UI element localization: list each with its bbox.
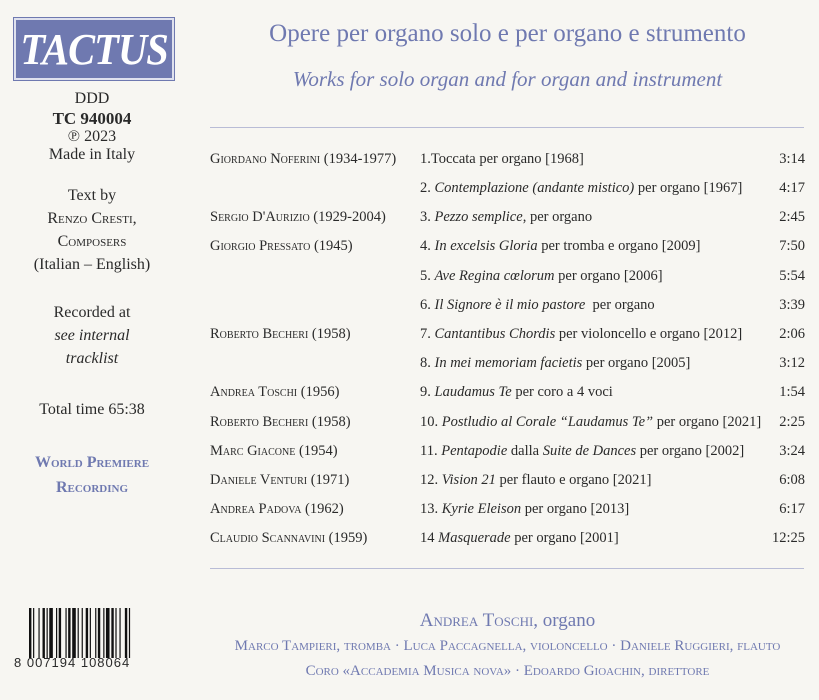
track-num: 2. (420, 180, 435, 196)
album-title-english: Works for solo organ and for organ and instrument (292, 67, 723, 91)
track-num: 4. (420, 238, 435, 254)
track-rest: per organo [1967] (634, 180, 743, 196)
track-duration: 3:12 (779, 355, 805, 371)
performers-line-2: Marco Tampieri, tromba · Luca Paccagnella, violoncello · Daniele Ruggieri, flauto (234, 638, 781, 654)
track-row (210, 326, 805, 348)
track-rest: per organo [2013] (521, 501, 630, 517)
track-composer: Giorgio Pressato (1945) (210, 238, 353, 254)
track-row (210, 530, 805, 552)
track-row (210, 384, 805, 406)
track-rest: per tromba e organo [2009] (537, 238, 701, 254)
track-work (420, 238, 700, 255)
track-title: Masquerade (438, 530, 511, 546)
track-work (420, 443, 744, 460)
track-row (210, 238, 805, 260)
track-duration: 3:24 (779, 443, 805, 459)
track-title: Toccata (430, 151, 476, 167)
track-num: 3. (420, 209, 435, 225)
track-num: 14 (420, 530, 439, 546)
track-composer: Andrea Toschi (1956) (210, 384, 340, 400)
track-rest: per coro a 4 voci (511, 384, 613, 400)
main-performer-name: Andrea Toschi (419, 610, 534, 631)
format-label: DDD (74, 90, 110, 107)
main-performer-role: , organo (533, 610, 596, 631)
track-title: In excelsis Gloria (434, 238, 538, 254)
track-title: Cantantibus Chordis (434, 326, 556, 342)
track-work (420, 414, 761, 431)
track-duration: 4:17 (779, 180, 805, 196)
track-title: Kyrie Eleison (441, 501, 522, 517)
track-num: 5. (420, 268, 435, 284)
track-composer: Roberto Becheri (1958) (210, 414, 351, 430)
track-title: In mei memoriam facietis (434, 355, 583, 371)
track-rest: per flauto e organo [2021] (495, 472, 652, 488)
premiere-line-1: World Premiere (34, 454, 150, 471)
track-num: 6. (420, 297, 435, 313)
track-duration: 2:45 (779, 209, 805, 225)
track-rest: per organo [2021] (653, 414, 762, 430)
track-work (420, 297, 655, 314)
track-row (210, 472, 805, 494)
total-time: Total time 65:38 (39, 401, 145, 418)
track-title: Laudamus Te (434, 384, 512, 400)
track-duration: 2:06 (779, 326, 805, 342)
track-composer: Daniele Venturi (1971) (210, 472, 350, 488)
track-num: 13. (420, 501, 442, 517)
text-by-label: Text by (67, 187, 117, 204)
track-title: Postludio al Corale “Laudamus Te” (441, 414, 654, 430)
track-row (210, 297, 805, 319)
divider-bottom (210, 568, 804, 569)
track-num: 7. (420, 326, 435, 342)
track-title: Il Signore è il mio pastore (434, 297, 586, 313)
recorded-location-2: tracklist (65, 350, 119, 367)
text-languages: (Italian – English) (33, 256, 151, 273)
track-duration: 6:08 (779, 472, 805, 488)
track-composer: Roberto Becheri (1958) (210, 326, 351, 342)
track-work (420, 472, 651, 489)
track-title: Pezzo semplice (434, 209, 523, 225)
barcode-digits: 8 007194 108064 (14, 655, 131, 670)
track-composer: Giordano Noferini (1934-1977) (210, 151, 397, 167)
track-duration: 12:25 (771, 530, 805, 546)
track-rest: dalla (507, 443, 543, 459)
track-work (420, 355, 690, 372)
copyright-year: ℗ 2023 (67, 128, 117, 145)
track-row (210, 355, 805, 377)
track-rest: per organo [2006] (554, 268, 663, 284)
track-row (210, 268, 805, 290)
track-duration: 6:17 (779, 501, 805, 517)
track-num: 12. (420, 472, 442, 488)
track-work (420, 530, 619, 547)
track-rest2: per organo [2002] (636, 443, 745, 459)
divider-top (210, 127, 804, 128)
track-work (420, 151, 584, 168)
track-duration: 5:54 (779, 268, 805, 284)
track-rest: per organo [2001] (510, 530, 619, 546)
tactus-logo (14, 18, 174, 80)
track-row (210, 443, 805, 465)
album-title-italian: Opere per organo solo e per organo e strumento (269, 20, 746, 47)
track-num: 9. (420, 384, 435, 400)
track-composer: Sergio D'Aurizio (1929-2004) (210, 209, 386, 225)
track-row (210, 151, 805, 173)
text-by-author: Renzo Cresti, (47, 210, 137, 227)
recorded-location-1: see internal (54, 327, 130, 344)
track-rest: per organo (585, 297, 655, 313)
track-work (420, 501, 629, 518)
track-composer: Claudio Scannavini (1959) (210, 530, 368, 546)
track-composer: Andrea Padova (1962) (210, 501, 344, 517)
track-duration: 1:54 (779, 384, 805, 400)
track-rest: per organo [1968] (475, 151, 584, 167)
track-title: Vision 21 (441, 472, 496, 488)
track-work (420, 326, 742, 343)
track-num: 1. (420, 151, 431, 167)
track-work (420, 384, 613, 401)
track-num: 10. (420, 414, 442, 430)
track-title: Pentapodie (441, 443, 508, 459)
recorded-label: Recorded at (53, 304, 131, 321)
track-duration: 3:39 (779, 297, 805, 313)
made-in: Made in Italy (48, 146, 136, 163)
track-duration: 2:25 (779, 414, 805, 430)
track-work (420, 268, 663, 285)
track-row (210, 501, 805, 523)
text-by-composers: Composers (57, 233, 127, 250)
premiere-line-2: Recording (55, 479, 129, 496)
catalog-number: TC 940004 (52, 109, 132, 128)
track-work (420, 180, 742, 197)
logo-text: TACTUS (20, 24, 168, 74)
track-title2: Suite de Dances (542, 443, 637, 459)
track-duration: 3:14 (779, 151, 805, 167)
track-row (210, 209, 805, 231)
track-work (420, 209, 592, 226)
track-duration: 7:50 (779, 238, 805, 254)
barcode (29, 608, 159, 658)
track-composer: Marc Giacone (1954) (210, 443, 338, 459)
main-performer (210, 610, 805, 632)
track-title: Contemplazione (andante mistico) (434, 180, 635, 196)
track-num: 8. (420, 355, 435, 371)
track-row (210, 414, 805, 436)
track-num: 11. (420, 443, 442, 459)
track-rest: per violoncello e organo [2012] (555, 326, 743, 342)
track-rest: per organo [2005] (582, 355, 691, 371)
performers-line-3: Coro «Accademia Musica nova» · Edoardo Gioachin, direttore (305, 663, 710, 679)
track-row (210, 180, 805, 202)
track-title: Ave Regina cœlorum (434, 268, 555, 284)
track-rest: , per organo (522, 209, 593, 225)
